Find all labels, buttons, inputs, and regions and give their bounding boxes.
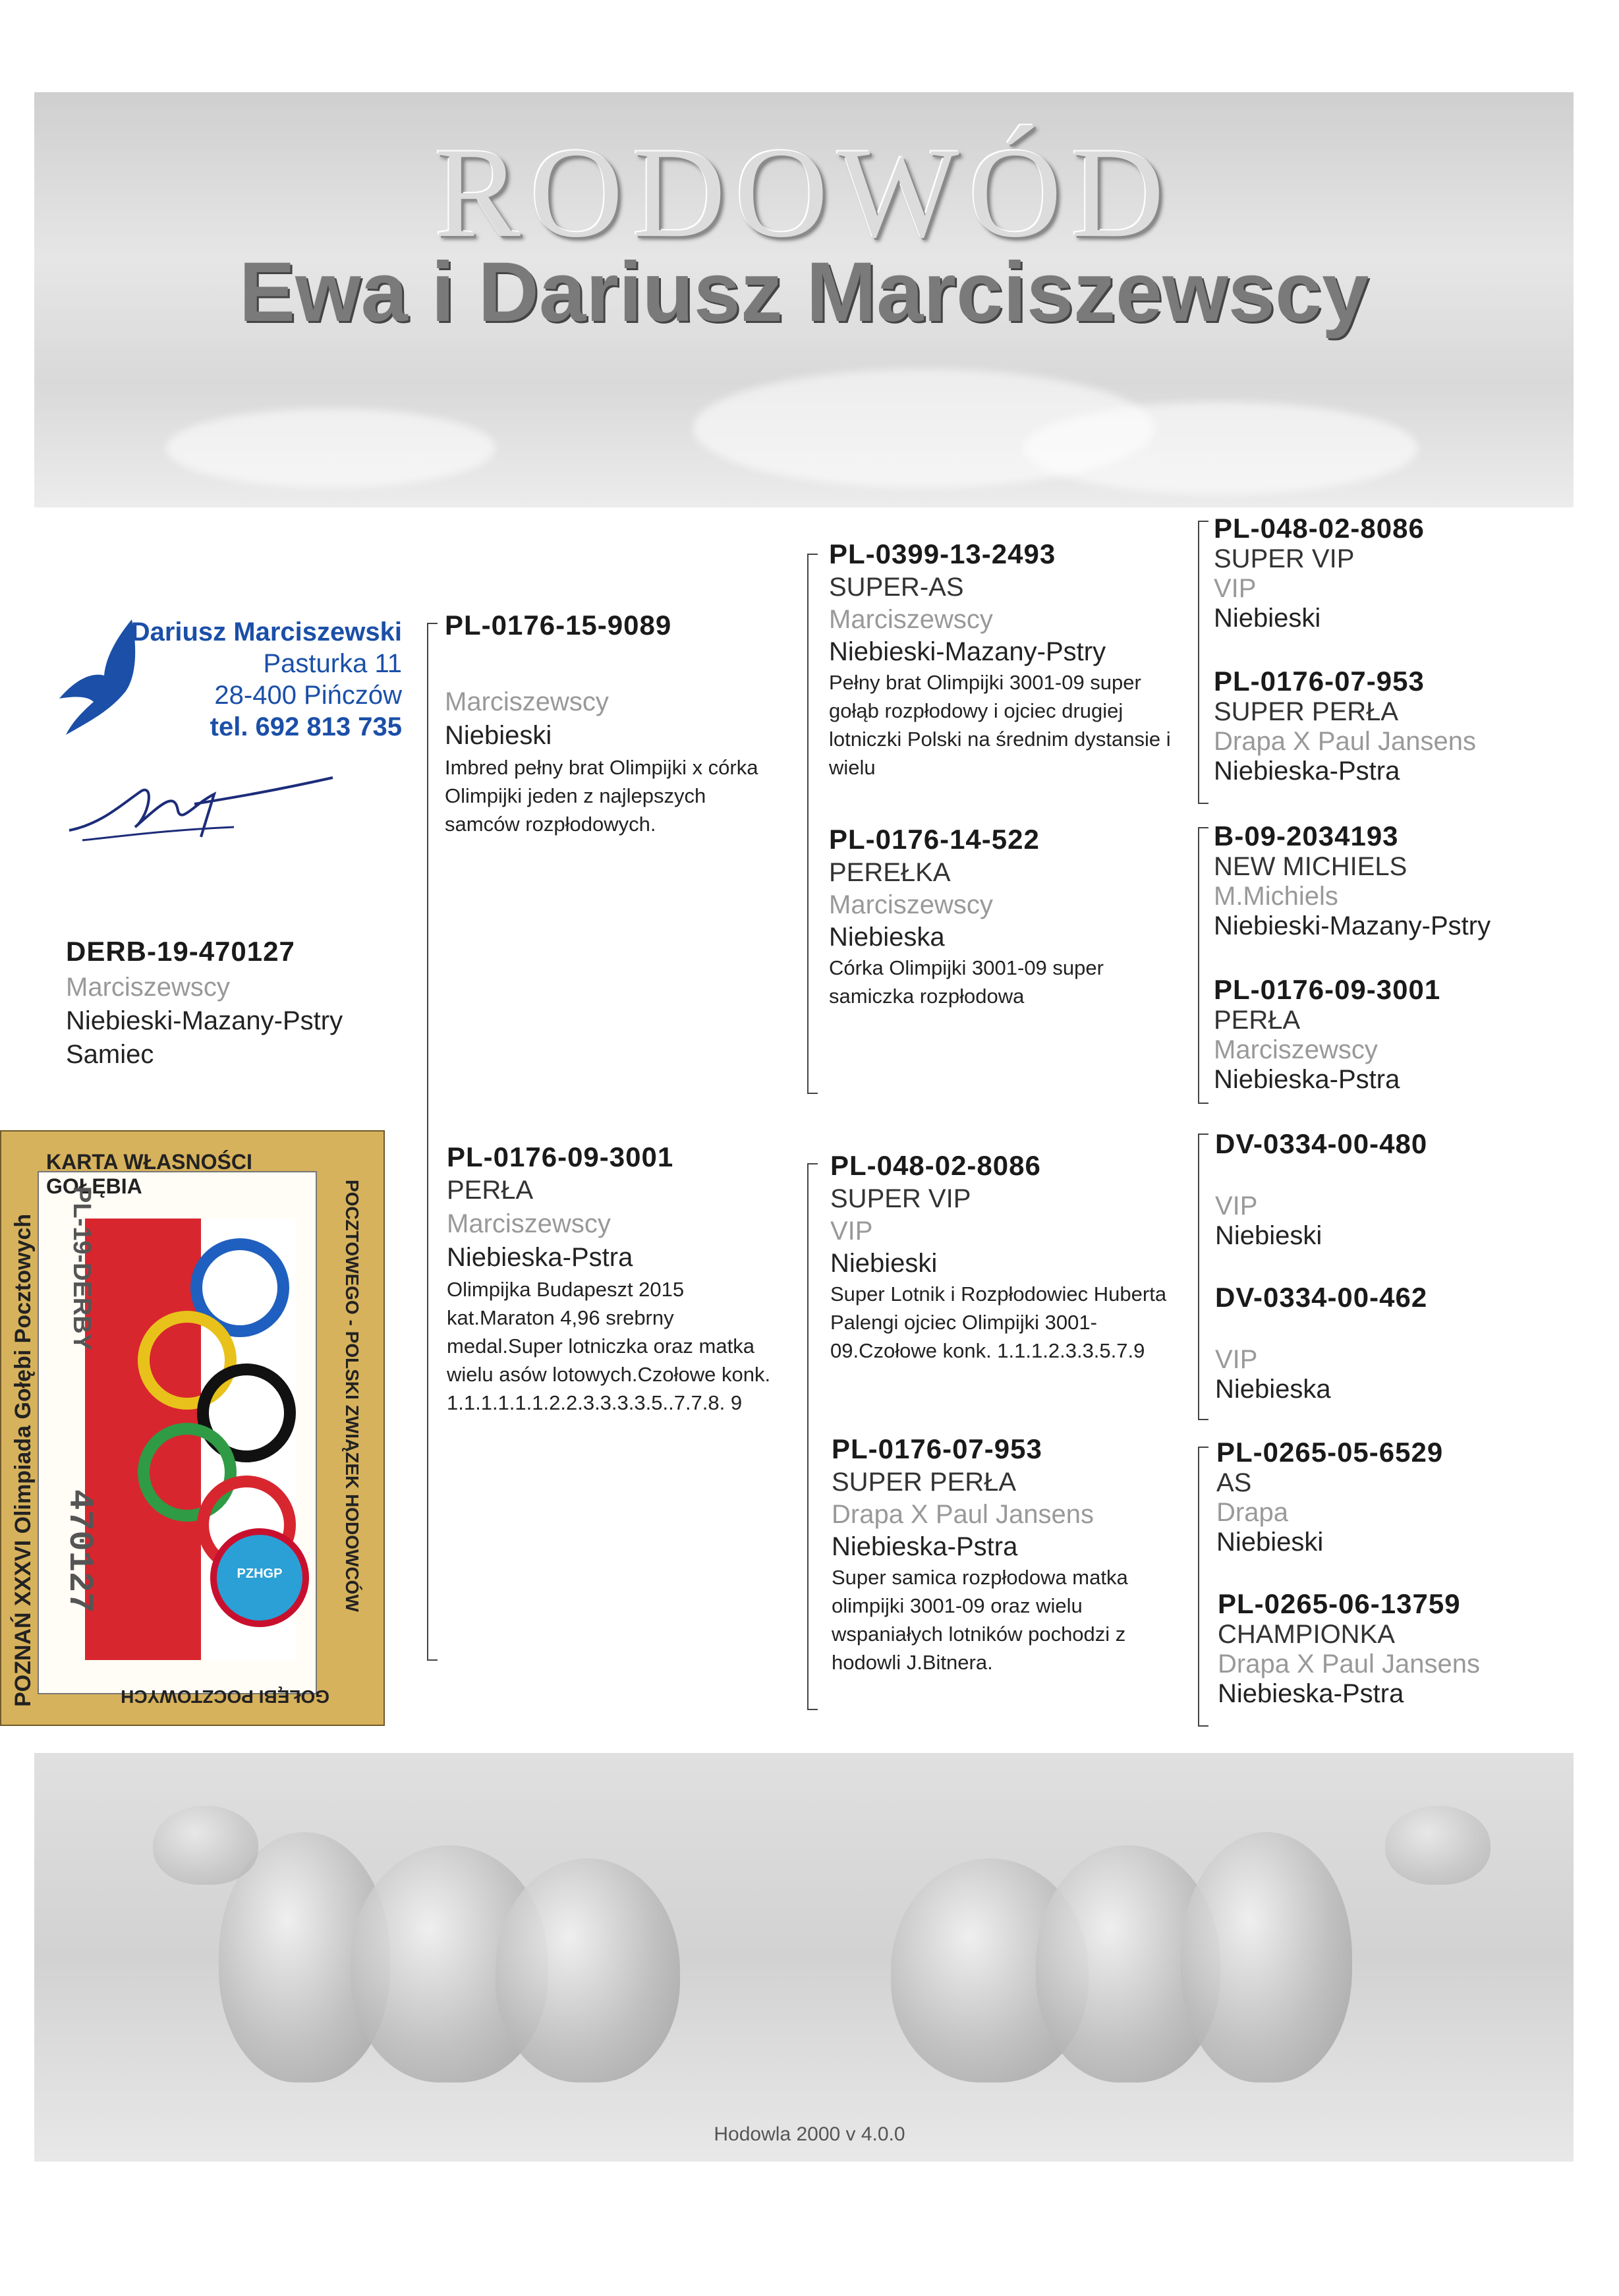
gg7-breeder: Drapa	[1216, 1498, 1288, 1527]
mf-name: SUPER VIP	[830, 1184, 971, 1213]
fm-name: PEREŁKA	[829, 858, 951, 887]
grandfather-paternal	[829, 538, 1188, 782]
gg5-name	[1215, 1160, 1427, 1191]
gg7-name: AS	[1216, 1468, 1252, 1497]
fm-color: Niebieska	[829, 923, 945, 952]
card-event-text: POZNAŃ XXXVI Olimpiada Gołębi Pocztowych	[11, 1213, 36, 1707]
gg4-color: Niebieska-Pstra	[1214, 1065, 1400, 1094]
gg2-color: Niebieska-Pstra	[1214, 757, 1400, 786]
gg6-color: Niebieska	[1215, 1375, 1331, 1404]
pzhgp-logo-icon	[210, 1528, 309, 1627]
footer-banner	[34, 1753, 1574, 2162]
great-grandparent-2	[1214, 666, 1476, 786]
card-top-text: KARTA WŁASNOŚCI GOŁĘBIA	[46, 1150, 252, 1198]
ff-ring: PL-0399-13-2493	[829, 538, 1056, 569]
gg3-color: Niebieski-Mazany-Pstry	[1214, 911, 1491, 940]
mm-name: SUPER PERŁA	[832, 1468, 1017, 1497]
gg2-ring: PL-0176-07-953	[1214, 666, 1425, 697]
subject-color: Niebieski-Mazany-Pstry	[66, 1006, 343, 1035]
page-title: RODOWÓD	[434, 121, 1174, 264]
gg2-breeder: Drapa X Paul Jansens	[1214, 727, 1477, 756]
gg7-ring: PL-0265-05-6529	[1216, 1437, 1444, 1468]
mm-color: Niebieska-Pstra	[832, 1532, 1018, 1561]
breeder-phone: tel. 692 813 735	[210, 712, 402, 741]
breeder-street: Pasturka 11	[263, 649, 402, 678]
gg6-breeder: VIP	[1215, 1345, 1258, 1374]
cloud-decoration	[1023, 402, 1418, 494]
mother-ring: PL-0176-09-3001	[447, 1141, 674, 1172]
bracket-mf-parents	[1198, 1134, 1199, 1420]
great-grandparent-6	[1215, 1282, 1427, 1404]
subject-breeder: Marciszewscy	[66, 973, 230, 1002]
gg1-name: SUPER VIP	[1214, 544, 1355, 573]
father-ring: PL-0176-15-9089	[445, 610, 672, 641]
grandmother-paternal	[829, 824, 1188, 1010]
pigeon-illustration-icon	[496, 1858, 680, 2082]
mf-color: Niebieski	[830, 1249, 938, 1278]
father-color: Niebieski	[445, 721, 552, 750]
mother-name: PERŁA	[447, 1176, 534, 1205]
mm-ring: PL-0176-07-953	[832, 1433, 1042, 1464]
gg3-name: NEW MICHIELS	[1214, 852, 1407, 881]
mother-color: Niebieska-Pstra	[447, 1243, 633, 1272]
gg6-name	[1215, 1313, 1427, 1345]
ownership-card	[0, 1130, 385, 1726]
bracket-mm-parents	[1198, 1447, 1199, 1727]
father-note: Imbred pełny brat Olimpijki x córka Olimpijki jeden z najlepszych samców rozpłodowych.	[445, 756, 758, 836]
great-grandparent-3	[1214, 820, 1491, 941]
father-pigeon	[445, 610, 781, 838]
mf-ring: PL-048-02-8086	[830, 1150, 1041, 1181]
breeder-name: Dariusz Marciszewski	[130, 617, 402, 646]
header-banner	[34, 92, 1574, 507]
bracket-fm-parents	[1198, 827, 1199, 1104]
gg7-color: Niebieski	[1216, 1528, 1324, 1557]
mm-note: Super samica rozpłodowa matka olimpijki 3001-09 oraz wielu wspaniałych lotników pochodzi z hodowli J.Bitnera.	[832, 1566, 1128, 1674]
page-subtitle: Ewa i Dariusz Marciszewscy	[239, 245, 1369, 339]
signature-image	[63, 764, 339, 857]
great-grandparent-5	[1215, 1128, 1427, 1251]
mf-breeder: VIP	[830, 1217, 873, 1246]
subject-pigeon	[66, 936, 343, 1070]
logo-text: PZHGP	[237, 1566, 283, 1581]
gg6-ring: DV-0334-00-462	[1215, 1282, 1428, 1313]
bracket-ff-parents	[1198, 521, 1199, 804]
ff-note: Pełny brat Olimpijki 3001-09 super gołąb rozpłodowy i ojciec drugiej lotniczki Polski na średnim dystansie i wielu	[829, 671, 1171, 779]
ff-color: Niebieski-Mazany-Pstry	[829, 637, 1106, 666]
pigeon-illustration-icon	[1181, 1832, 1352, 2082]
cloud-decoration	[166, 409, 496, 488]
gg1-breeder: VIP	[1214, 574, 1257, 603]
card-bottom-text: GOŁĘBI POCZTOWYCH	[121, 1686, 329, 1707]
gg3-breeder: M.Michiels	[1214, 882, 1338, 911]
subject-ring: DERB-19-470127	[66, 936, 295, 967]
card-right-text: POCZTOWEGO - POLSKI ZWIĄZEK HODOWCÓW	[342, 1180, 362, 1612]
grandmother-maternal	[832, 1433, 1191, 1677]
great-grandparent-8	[1218, 1588, 1480, 1709]
gg1-ring: PL-048-02-8086	[1214, 513, 1425, 544]
flying-dove-icon	[1385, 1806, 1491, 1885]
breeder-city: 28-400 Pińczów	[214, 681, 402, 710]
father-breeder: Marciszewscy	[445, 687, 609, 716]
card-ring-number: 470127	[60, 1489, 99, 1613]
mother-pigeon	[447, 1141, 793, 1417]
ff-name: SUPER-AS	[829, 573, 964, 602]
ff-breeder: Marciszewscy	[829, 605, 993, 634]
gg5-color: Niebieski	[1215, 1221, 1322, 1250]
gg2-name: SUPER PERŁA	[1214, 697, 1399, 726]
breeder-contact	[59, 616, 402, 743]
grandfather-maternal	[830, 1150, 1189, 1365]
gg8-breeder: Drapa X Paul Jansens	[1218, 1650, 1481, 1679]
gg5-breeder: VIP	[1215, 1191, 1258, 1220]
fm-ring: PL-0176-14-522	[829, 824, 1040, 855]
software-version: Hodowla 2000 v 4.0.0	[714, 2123, 905, 2145]
mf-note: Super Lotnik i Rozpłodowiec Huberta Palengi ojciec Olimpijki 3001-09.Czołowe konk. 1.1.1.2.3.3.5.7.9	[830, 1282, 1167, 1362]
gg4-name: PERŁA	[1214, 1006, 1301, 1035]
gg8-ring: PL-0265-06-13759	[1218, 1588, 1461, 1619]
gg1-color: Niebieski	[1214, 604, 1321, 633]
mm-breeder: Drapa X Paul Jansens	[832, 1500, 1094, 1529]
fm-breeder: Marciszewscy	[829, 890, 993, 919]
great-grandparent-1	[1214, 513, 1425, 633]
bracket-parents	[427, 623, 428, 1661]
fm-note: Córka Olimpijki 3001-09 super samiczka rozpłodowa	[829, 956, 1104, 1008]
mother-breeder: Marciszewscy	[447, 1209, 611, 1238]
card-ring-prefix: PL-19-DERBY	[68, 1186, 96, 1351]
flying-dove-icon	[153, 1806, 258, 1885]
mother-note: Olimpijka Budapeszt 2015 kat.Maraton 4,96 srebrny medal.Super lotniczka oraz matka wielu asów lotowych.Czołowe konk. 1.1.1.1.1.1.2.2.3.3.3.3.5..7.7.8. 9	[447, 1278, 771, 1414]
bracket-father-parents	[807, 554, 809, 1094]
gg4-breeder: Marciszewscy	[1214, 1035, 1378, 1064]
great-grandparent-7	[1216, 1437, 1443, 1557]
gg5-ring: DV-0334-00-480	[1215, 1128, 1428, 1159]
gg8-color: Niebieska-Pstra	[1218, 1679, 1404, 1708]
great-grandparent-4	[1214, 974, 1440, 1095]
gg8-name: CHAMPIONKA	[1218, 1620, 1395, 1649]
gg3-ring: B-09-2034193	[1214, 820, 1399, 851]
bracket-mother-parents	[807, 1163, 809, 1710]
gg4-ring: PL-0176-09-3001	[1214, 974, 1441, 1005]
subject-sex: Samiec	[66, 1040, 154, 1069]
